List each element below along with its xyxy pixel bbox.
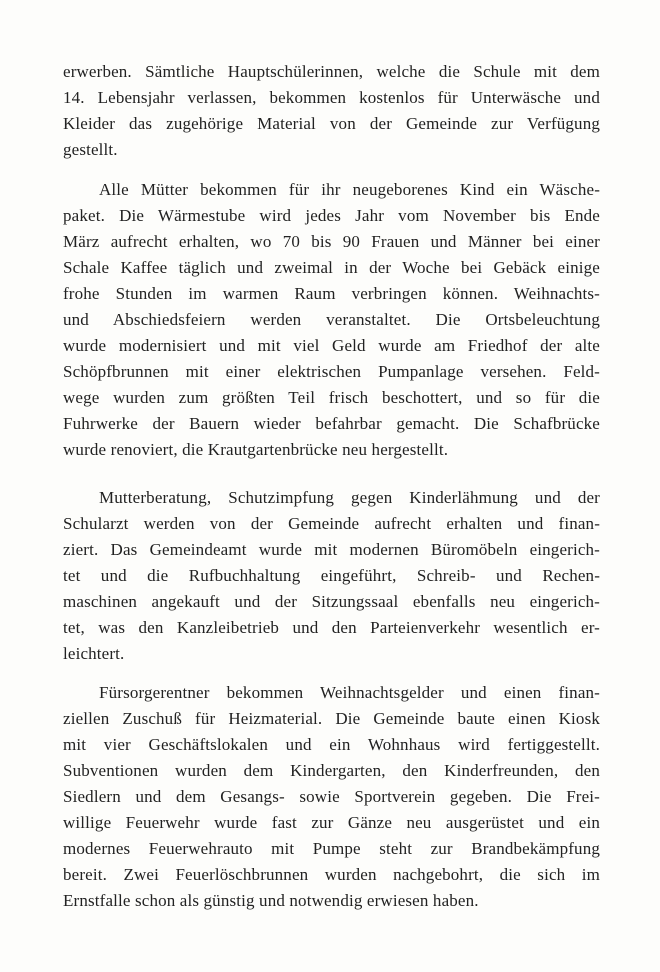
text-line: paket. Die Wärmestube wird jedes Jahr vom November bis Ende bbox=[63, 206, 600, 225]
text-line: Schöpfbrunnen mit einer elektrischen Pumpanlage versehen. Feld- bbox=[63, 362, 600, 381]
text-line: Kleider das zugehörige Material von der Gemeinde zur Verfügung bbox=[63, 114, 600, 133]
text-line: modernes Feuerwehrauto mit Pumpe steht zur Brandbekämpfung bbox=[63, 839, 600, 858]
text-line: mit vier Geschäftslokalen und ein Wohnhaus wird fertiggestellt. bbox=[63, 735, 600, 754]
text-line: 14. Lebensjahr verlassen, bekommen kostenlos für Unterwäsche und bbox=[63, 88, 600, 107]
text-line: ziert. Das Gemeindeamt wurde mit modernen Büromöbeln eingerich- bbox=[63, 540, 600, 559]
text-line: Subventionen wurden dem Kindergarten, den Kinderfreunden, den bbox=[63, 761, 600, 780]
text-line: Fürsorgerentner bekommen Weihnachtsgelder und einen finan- bbox=[99, 683, 600, 702]
text-line: Mutterberatung, Schutzimpfung gegen Kinderlähmung und der bbox=[99, 488, 600, 507]
text-line: willige Feuerwehr wurde fast zur Gänze neu ausgerüstet und ein bbox=[63, 813, 600, 832]
text-line: tet und die Rufbuchhaltung eingeführt, Schreib- und Rechen- bbox=[63, 566, 600, 585]
text-line: frohe Stunden im warmen Raum verbringen können. Weihnachts- bbox=[63, 284, 600, 303]
paragraph bbox=[63, 177, 600, 463]
paragraph bbox=[63, 680, 600, 914]
paragraph bbox=[63, 59, 600, 163]
text-line: März aufrecht erhalten, wo 70 bis 90 Frauen und Männer bei einer bbox=[63, 232, 600, 251]
text-line: bereit. Zwei Feuerlöschbrunnen wurden nachgebohrt, die sich im bbox=[63, 865, 600, 884]
text-line: tet, was den Kanzleibetrieb und den Parteienverkehr wesentlich er- bbox=[63, 618, 600, 637]
text-line: maschinen angekauft und der Sitzungssaal ebenfalls neu eingerich- bbox=[63, 592, 600, 611]
text-line: wege wurden zum größten Teil frisch beschottert, und so für die bbox=[63, 388, 600, 407]
text-line: gestellt. bbox=[63, 140, 118, 159]
text-line: Schularzt werden von der Gemeinde aufrecht erhalten und finan- bbox=[63, 514, 600, 533]
text-line: erwerben. Sämtliche Hauptschülerinnen, welche die Schule mit dem bbox=[63, 62, 600, 81]
text-line: wurde renoviert, die Krautgartenbrücke neu hergestellt. bbox=[63, 440, 449, 459]
text-line: und Abschiedsfeiern werden veranstaltet. Die Ortsbeleuchtung bbox=[63, 310, 600, 329]
text-line: wurde modernisiert und mit viel Geld wurde am Friedhof der alte bbox=[63, 336, 600, 355]
text-line: ziellen Zuschuß für Heizmaterial. Die Gemeinde baute einen Kiosk bbox=[63, 709, 600, 728]
text-line: Alle Mütter bekommen für ihr neugeborenes Kind ein Wäsche- bbox=[99, 180, 600, 199]
text-line: Fuhrwerke der Bauern wieder befahrbar gemacht. Die Schafbrücke bbox=[63, 414, 600, 433]
text-line: Schale Kaffee täglich und zweimal in der Woche bei Gebäck einige bbox=[63, 258, 600, 277]
text-line: Siedlern und dem Gesangs- sowie Sportverein gegeben. Die Frei- bbox=[63, 787, 600, 806]
text-line: Ernstfalle schon als günstig und notwendig erwiesen haben. bbox=[63, 891, 479, 910]
paragraph bbox=[63, 485, 600, 667]
text-line: leichtert. bbox=[63, 644, 125, 663]
